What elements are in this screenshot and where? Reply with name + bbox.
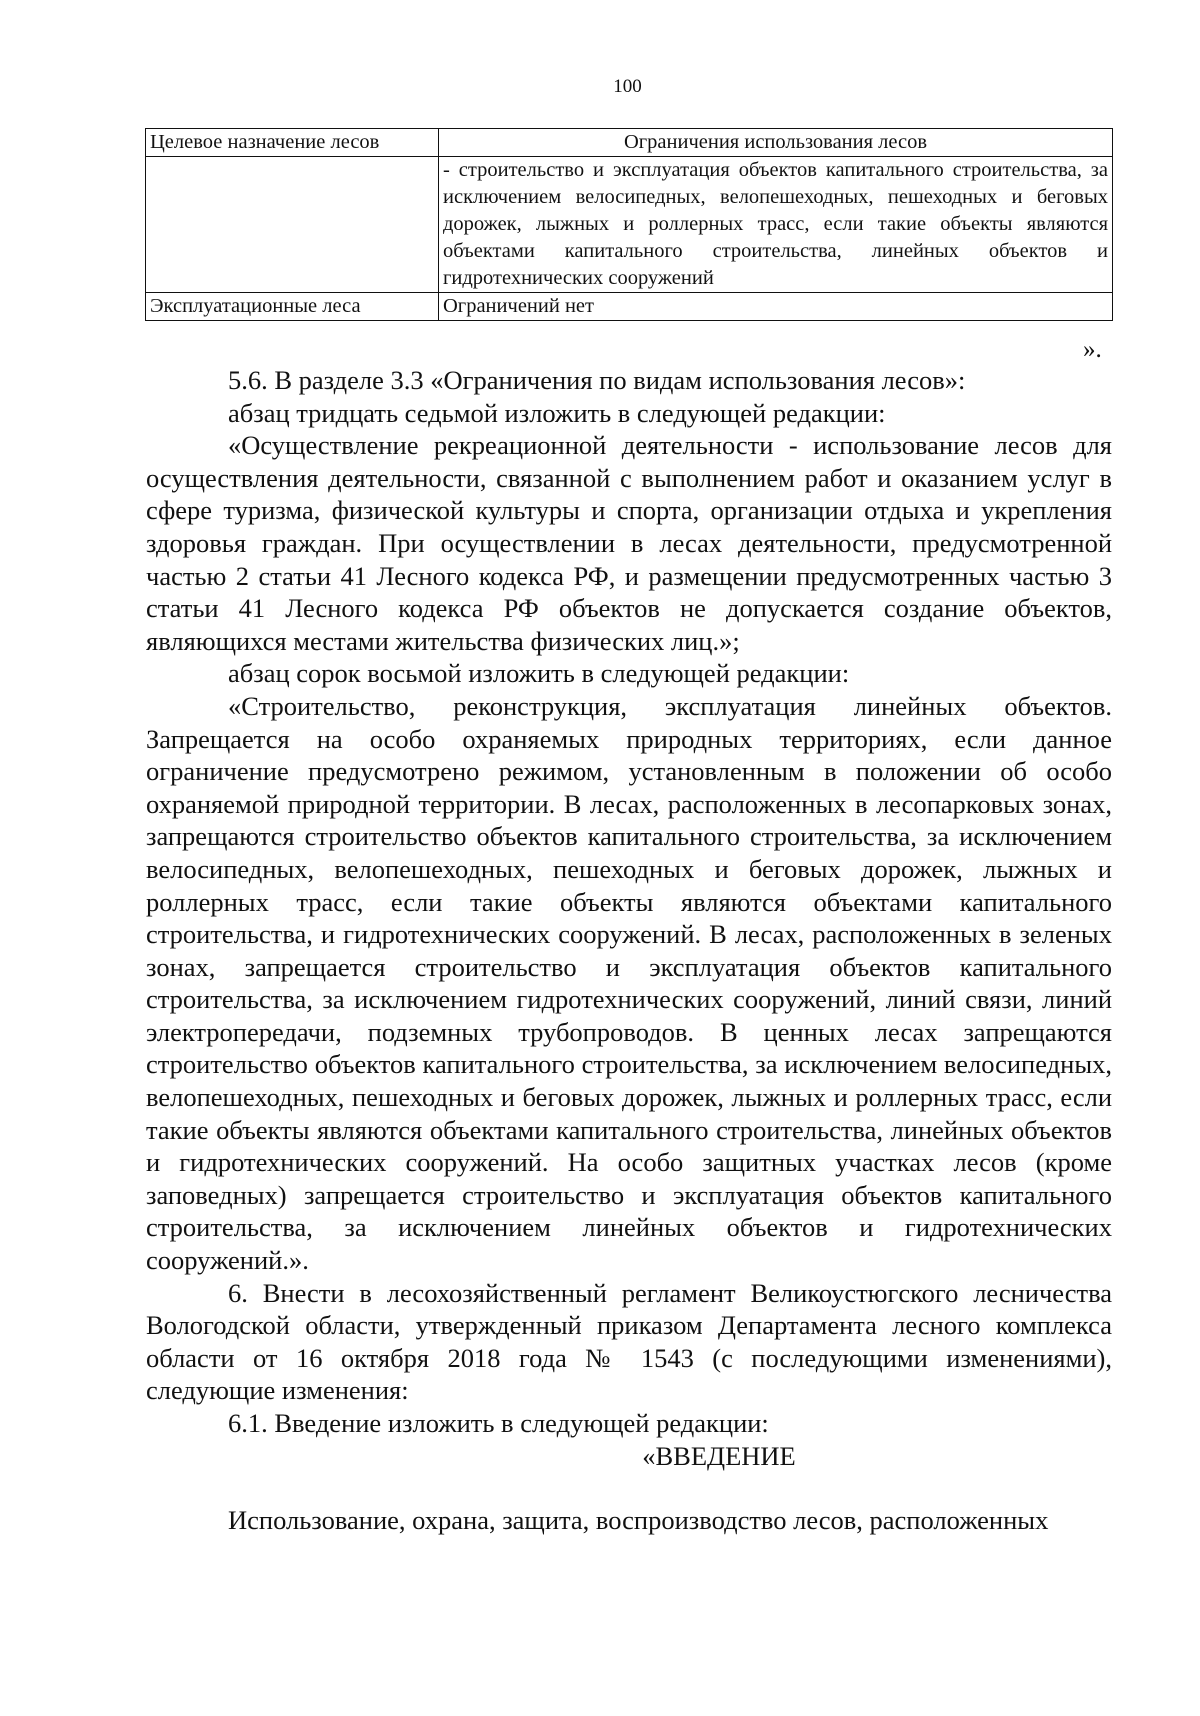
cell-restriction: - строительство и эксплуатация объектов капитального строительства, за исключением велосипедных, велопешеходных, пешеходных и беговых дорожек, лыжных и роллерных трасс, если такие объекты являются объектами капитального строительства, линейных объектов и гидротехнических сооружений	[439, 157, 1113, 293]
cell-purpose	[146, 157, 439, 293]
cell-purpose: Эксплуатационные леса	[146, 293, 439, 321]
paragraph-recreation: «Осуществление рекреационной деятельности - использование лесов для осуществления деятельности, связанной с выполнением работ и оказанием услуг в сфере туризма, физической культуры и спорта, организации отдыха и укрепления здоровья граждан. При осуществлении в лесах деятельности, предусмотренной частью 2 статьи 41 Лесного кодекса РФ, и размещении предусмотренных частью 3 статьи 41 Лесного кодекса РФ объектов не допускается создание объектов, являющихся местами жительства физических лиц.»;	[146, 430, 1112, 656]
paragraph-37-intro: абзац тридцать седьмой изложить в следующей редакции:	[228, 397, 886, 428]
table-row	[146, 157, 1113, 293]
paragraph-construction: «Строительство, реконструкция, эксплуатация линейных объектов. Запрещается на особо охраняемых природных территориях, если данное ограничение предусмотрено режимом, установленным в положении об особо охраняемой природной территории. В лесах, расположенных в лесопарковых зонах, запрещаются строительство объектов капитального строительства, за исключением велосипедных, велопешеходных, пешеходных и беговых дорожек, лыжных и роллерных трасс, если такие объекты являются объектами капитального строительства, и гидротехнических сооружений. В лесах, расположенных в зеленых зонах, запрещается строительство и эксплуатация объектов капитального строительства, за исключением гидротехнических сооружений, линий связи, линий электропередачи, подземных трубопроводов. В ценных лесах запрещаются строительство объектов капитального строительства, за исключением велосипедных, велопешеходных, пешеходных и беговых дорожек, лыжных и роллерных трасс, если такие объекты являются объектами капитального строительства, линейных объектов и гидротехнических сооружений. На особо защитных участках лесов (кроме заповедных) запрещается строительство и эксплуатация объектов капитального строительства, за исключением линейных объектов и гидротехнических сооружений.».	[146, 690, 1112, 1276]
table-header-row	[146, 129, 1113, 157]
paragraph-48-intro: абзац сорок восьмой изложить в следующей редакции:	[228, 658, 850, 689]
document-body	[146, 364, 1112, 1537]
forest-restrictions-table	[145, 128, 1113, 321]
table-closing-quote: ».	[1083, 336, 1102, 363]
column-header-restrictions: Ограничения использования лесов	[439, 129, 1113, 157]
paragraph-6-1: 6.1. Введение изложить в следующей редакции:	[228, 1408, 769, 1438]
section-heading: «ВВЕДЕНИЕ	[642, 1440, 796, 1471]
paragraph-5-6: 5.6. В разделе 3.3 «Ограничения по видам использования лесов»:	[228, 365, 966, 395]
table-row	[146, 293, 1113, 321]
cell-restriction: Ограничений нет	[439, 293, 1113, 321]
page-number: 100	[613, 76, 642, 97]
column-header-purpose: Целевое назначение лесов	[146, 129, 439, 157]
paragraph-last: Использование, охрана, защита, воспроизводство лесов, расположенных	[228, 1505, 1049, 1536]
paragraph-6: 6. Внести в лесохозяйственный регламент Великоустюгского лесничества Вологодской области, утвержденный приказом Департамента лесного комплекса области от 16 октября 2018 года № 1543 (с последующими изменениями), следующие изменения:	[146, 1277, 1112, 1406]
